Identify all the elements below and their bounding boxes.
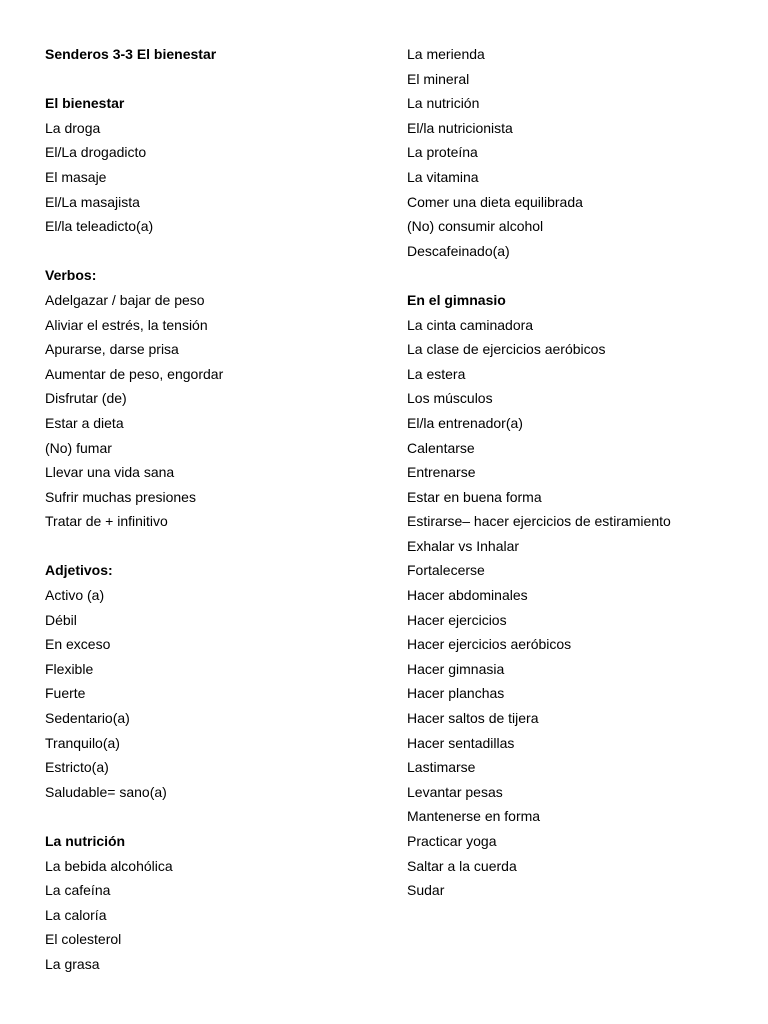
vocab-item: Sedentario(a) — [45, 710, 130, 727]
left-column — [45, 42, 375, 977]
vocab-item: La proteína — [407, 144, 478, 161]
vocab-item: El masaje — [45, 168, 107, 185]
blank-line — [407, 263, 747, 288]
vocab-item: Exhalar vs Inhalar — [407, 537, 520, 554]
vocab-item: Activo (a) — [45, 587, 105, 604]
section-heading: La nutrición — [45, 833, 126, 849]
vocab-item: La merienda — [407, 46, 485, 62]
vocab-item: Tratar de + infinitivo — [45, 513, 168, 530]
vocab-item: Mantenerse en forma — [407, 808, 541, 825]
vocab-item: Lastimarse — [407, 759, 476, 776]
vocab-item: La bebida alcohólica — [45, 857, 173, 874]
vocab-item: Estirarse– hacer ejercicios de estiramiento — [407, 513, 671, 530]
blank-line — [45, 67, 375, 92]
blank-line — [45, 239, 375, 264]
vocab-item: La caloría — [45, 906, 107, 923]
vocab-item: Aumentar de peso, engordar — [45, 365, 224, 382]
vocab-item: En exceso — [45, 636, 111, 653]
vocab-item: La cinta caminadora — [407, 316, 534, 333]
vocab-item: Tranquilo(a) — [45, 734, 120, 751]
vocab-item: (No) fumar — [45, 439, 112, 456]
vocab-item: El/la nutricionista — [407, 119, 513, 136]
vocab-item: Hacer ejercicios — [407, 611, 507, 628]
vocab-item: Descafeinado(a) — [407, 242, 510, 259]
vocab-item: Aliviar el estrés, la tensión — [45, 316, 208, 333]
vocab-item: La droga — [45, 119, 101, 136]
section-heading: Verbos: — [45, 267, 97, 284]
blank-line — [45, 534, 375, 559]
vocab-item: Levantar pesas — [407, 783, 503, 800]
vocab-item: El/la entrenador(a) — [407, 414, 523, 431]
vocab-item: La clase de ejercicios aeróbicos — [407, 341, 606, 358]
vocab-item: Hacer ejercicios aeróbicos — [407, 636, 572, 653]
vocab-item: La cafeína — [45, 882, 111, 899]
vocab-item: Practicar yoga — [407, 833, 497, 849]
section-heading: El bienestar — [45, 95, 125, 112]
vocab-item: Entrenarse — [407, 464, 476, 481]
blank-line — [45, 804, 375, 829]
vocab-item: Disfrutar (de) — [45, 390, 127, 407]
right-column — [407, 42, 747, 903]
vocab-item: El/La masajista — [45, 193, 140, 210]
vocab-item: Hacer saltos de tijera — [407, 710, 539, 727]
vocab-item: Saltar a la cuerda — [407, 857, 517, 874]
vocab-item: Apurarse, darse prisa — [45, 341, 179, 358]
vocab-item: (No) consumir alcohol — [407, 218, 544, 235]
vocab-item: El colesterol — [45, 931, 122, 948]
vocab-item: Saludable= sano(a) — [45, 783, 167, 800]
vocab-item: Llevar una vida sana — [45, 464, 175, 481]
vocab-item: Los músculos — [407, 390, 493, 407]
vocab-item: Débil — [45, 611, 77, 628]
section-heading: Senderos 3-3 El bienestar — [45, 46, 217, 62]
vocab-item: Hacer planchas — [407, 685, 505, 702]
vocab-item: Fuerte — [45, 685, 86, 702]
section-heading: Adjetivos: — [45, 562, 113, 579]
section-heading: En el gimnasio — [407, 291, 506, 308]
vocab-item: Sudar — [407, 882, 445, 899]
vocab-item: El/La drogadicto — [45, 144, 147, 161]
vocab-item: Sufrir muchas presiones — [45, 488, 196, 505]
vocab-item: La estera — [407, 365, 466, 382]
vocab-item: Hacer gimnasia — [407, 660, 505, 677]
vocab-item: Adelgazar / bajar de peso — [45, 291, 205, 308]
vocab-item: Fortalecerse — [407, 562, 485, 579]
vocab-item: Estar a dieta — [45, 414, 124, 431]
vocab-item: La nutrición — [407, 95, 480, 112]
vocab-item: Hacer sentadillas — [407, 734, 515, 751]
vocab-item: Hacer abdominales — [407, 587, 528, 604]
vocab-item: Estar en buena forma — [407, 488, 542, 505]
vocab-item: Calentarse — [407, 439, 475, 456]
vocab-item: Comer una dieta equilibrada — [407, 193, 583, 210]
vocab-item: Estricto(a) — [45, 759, 109, 776]
vocab-item: El mineral — [407, 70, 470, 87]
vocab-item: La grasa — [45, 955, 100, 972]
vocab-item: Flexible — [45, 660, 94, 677]
vocab-item: El/la teleadicto(a) — [45, 218, 154, 235]
vocab-item: La vitamina — [407, 168, 479, 185]
